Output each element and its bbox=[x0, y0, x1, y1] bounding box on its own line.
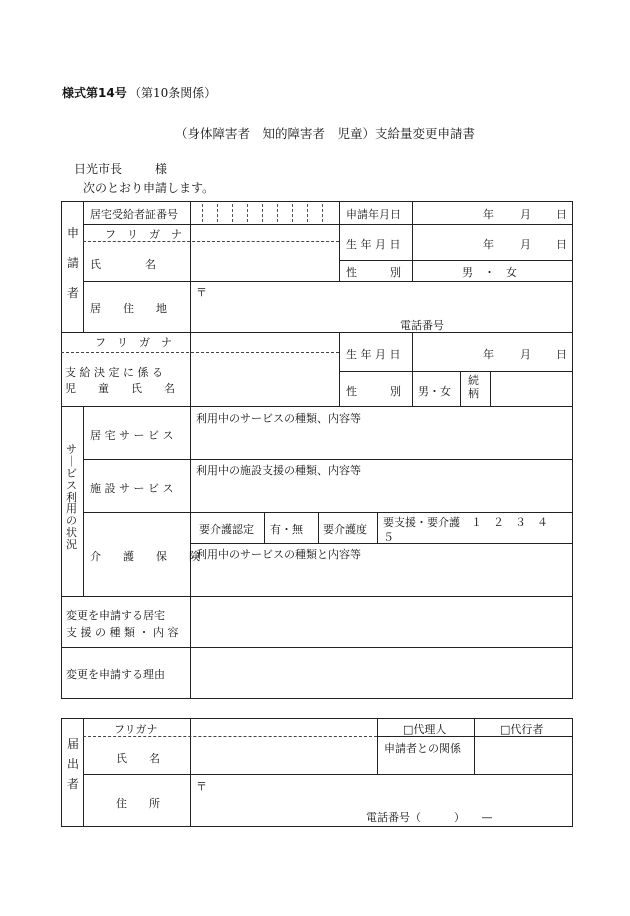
child-birth-label: 生 年 月 日 bbox=[346, 348, 401, 361]
addressee-honorific: 様 bbox=[155, 162, 168, 176]
apply-date-label: 申請年月日 bbox=[346, 208, 401, 221]
care-level-options-line1: 要支援・要介護 １ ２ ３ ４ bbox=[383, 516, 548, 529]
care-level-options-line2: ５ bbox=[383, 531, 394, 544]
cert-number-label: 居宅受給者証番号 bbox=[90, 208, 178, 221]
facility-service-label: 施 設 サ ー ビ ス bbox=[90, 482, 174, 495]
applicant-sex-options: 男 ・ 女 bbox=[462, 266, 517, 279]
filer-section-label: 届 出 者 bbox=[67, 737, 80, 791]
intro-text: 次のとおり申請します。 bbox=[83, 181, 215, 195]
applicant-furigana-label: フ リ ガ ナ bbox=[105, 228, 182, 241]
applicant-postal-mark: 〒 bbox=[196, 286, 207, 299]
applicant-address-label: 居 住 地 bbox=[90, 302, 167, 315]
filer-name-label: 氏 名 bbox=[116, 752, 160, 765]
change-request-label-line1: 変更を申請する居宅 bbox=[66, 609, 165, 622]
filer-furigana-label: フリガナ bbox=[114, 723, 158, 736]
applicant-sex-label: 性 別 bbox=[346, 266, 401, 279]
filer-address-label: 住 所 bbox=[116, 797, 160, 810]
child-sex-options: 男・女 bbox=[418, 385, 451, 398]
change-reason-label: 変更を申請する理由 bbox=[66, 668, 165, 681]
form-title: （身体障害者 知的障害者 児童）支給量変更申請書 bbox=[175, 126, 476, 141]
care-cert-options: 有・無 bbox=[270, 523, 303, 536]
applicant-phone-label: 電話番号 bbox=[400, 319, 444, 332]
apply-day-unit: 日 bbox=[556, 208, 567, 221]
applicant-section-label: 申 請 者 bbox=[67, 226, 80, 300]
birth-month-unit: 月 bbox=[520, 238, 531, 251]
child-name-label-line1: 支 給 決 定 に 係 る bbox=[65, 366, 163, 379]
change-request-label-line2: 支 援 の 種 類 ・ 内 容 bbox=[66, 626, 179, 639]
child-birth-year-unit: 年 bbox=[483, 348, 494, 361]
form-number: 様式第14号 bbox=[62, 86, 127, 100]
applicant-birth-label: 生 年 月 日 bbox=[346, 238, 401, 251]
addressee: 日光市長 bbox=[74, 162, 123, 176]
filer-phone-label: 電話番号（ ） — bbox=[366, 811, 493, 824]
apply-year-unit: 年 bbox=[483, 208, 494, 221]
care-cert-label: 要介護認定 bbox=[199, 523, 254, 536]
child-birth-day-unit: 日 bbox=[556, 348, 567, 361]
birth-year-unit: 年 bbox=[483, 238, 494, 251]
child-relation-label: 続 柄 bbox=[468, 374, 479, 400]
facility-service-note: 利用中の施設支援の種類、内容等 bbox=[196, 464, 361, 477]
child-sex-label: 性 別 bbox=[346, 385, 401, 398]
services-section-label: サ ｜ ビ ス 利 用 の 状 況 bbox=[66, 443, 77, 551]
care-level-label: 要介護度 bbox=[323, 523, 367, 536]
care-insurance-label: 介 護 保 険 bbox=[90, 550, 200, 563]
apply-month-unit: 月 bbox=[520, 208, 531, 221]
care-service-note: 利用中のサービスの種類と内容等 bbox=[196, 548, 361, 561]
filer-agent-option[interactable]: □代理人 bbox=[403, 723, 447, 736]
home-service-note: 利用中のサービスの種類、内容等 bbox=[196, 412, 361, 425]
filer-postal-mark: 〒 bbox=[196, 780, 207, 793]
child-birth-month-unit: 月 bbox=[520, 348, 531, 361]
form-article: （第10条関係） bbox=[129, 86, 217, 100]
home-service-label: 居 宅 サ ー ビ ス bbox=[90, 429, 174, 442]
child-name-label-line2: 児 童 氏 名 bbox=[65, 382, 175, 395]
filer-relation-label: 申請者との関係 bbox=[384, 742, 461, 755]
applicant-name-label: 氏 名 bbox=[90, 258, 156, 271]
filer-proxy-option[interactable]: □代行者 bbox=[500, 723, 544, 736]
child-furigana-label: フ リ ガ ナ bbox=[95, 336, 172, 349]
birth-day-unit: 日 bbox=[556, 238, 567, 251]
